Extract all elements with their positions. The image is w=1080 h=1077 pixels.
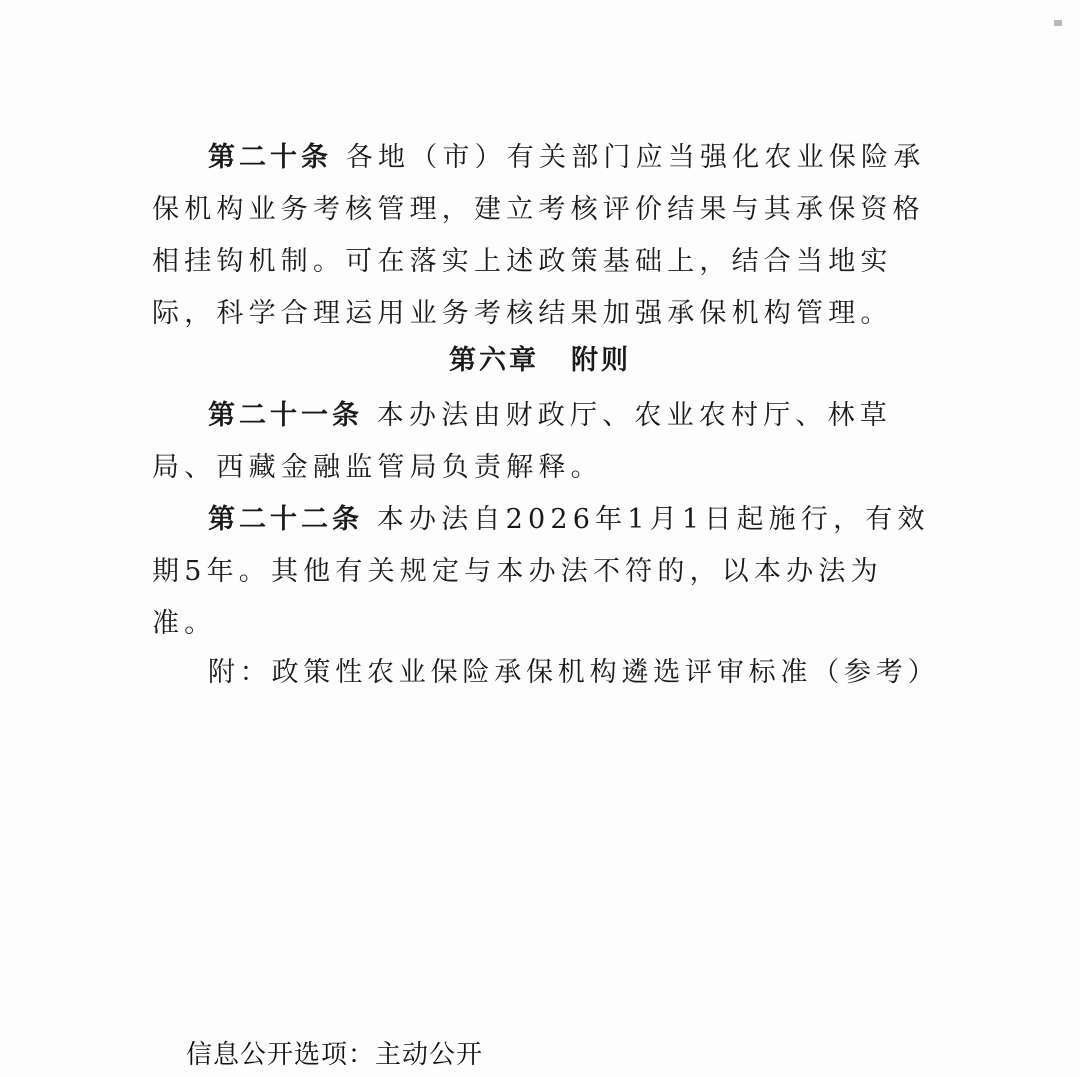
chapter-name: 附则 xyxy=(571,345,631,376)
article-22-paragraph xyxy=(152,494,932,650)
chapter-heading xyxy=(0,338,1080,377)
article-22 xyxy=(152,494,932,650)
scan-mark xyxy=(1054,20,1062,26)
chapter-number: 第六章 xyxy=(449,345,539,376)
article-22-body: 本办法自2026年1月1日起施行，有效期5年。其他有关规定与本办法不符的，以本办法为准。 xyxy=(152,504,930,639)
disclosure-option: 信息公开选项：主动公开 xyxy=(186,1040,484,1070)
article-20 xyxy=(152,132,932,340)
article-21-body: 本办法由财政厅、农业农村厅、林草局、西藏金融监管局负责解释。 xyxy=(152,400,892,483)
article-20-heading: 第二十条 xyxy=(208,142,332,173)
article-21-heading: 第二十一条 xyxy=(208,400,363,431)
article-22-heading: 第二十二条 xyxy=(208,504,363,535)
article-20-body: 各地（市）有关部门应当强化农业保险承保机构业务考核管理，建立考核评价结果与其承保资格相挂钩机制。可在落实上述政策基础上，结合当地实际，科学合理运用业务考核结果加强承保机构管理。 xyxy=(152,142,926,329)
article-20-paragraph xyxy=(152,132,932,340)
attachment-note: 附：政策性农业保险承保机构遴选评审标准（参考） xyxy=(208,657,940,688)
article-21-paragraph xyxy=(152,390,932,494)
article-21 xyxy=(152,390,932,494)
